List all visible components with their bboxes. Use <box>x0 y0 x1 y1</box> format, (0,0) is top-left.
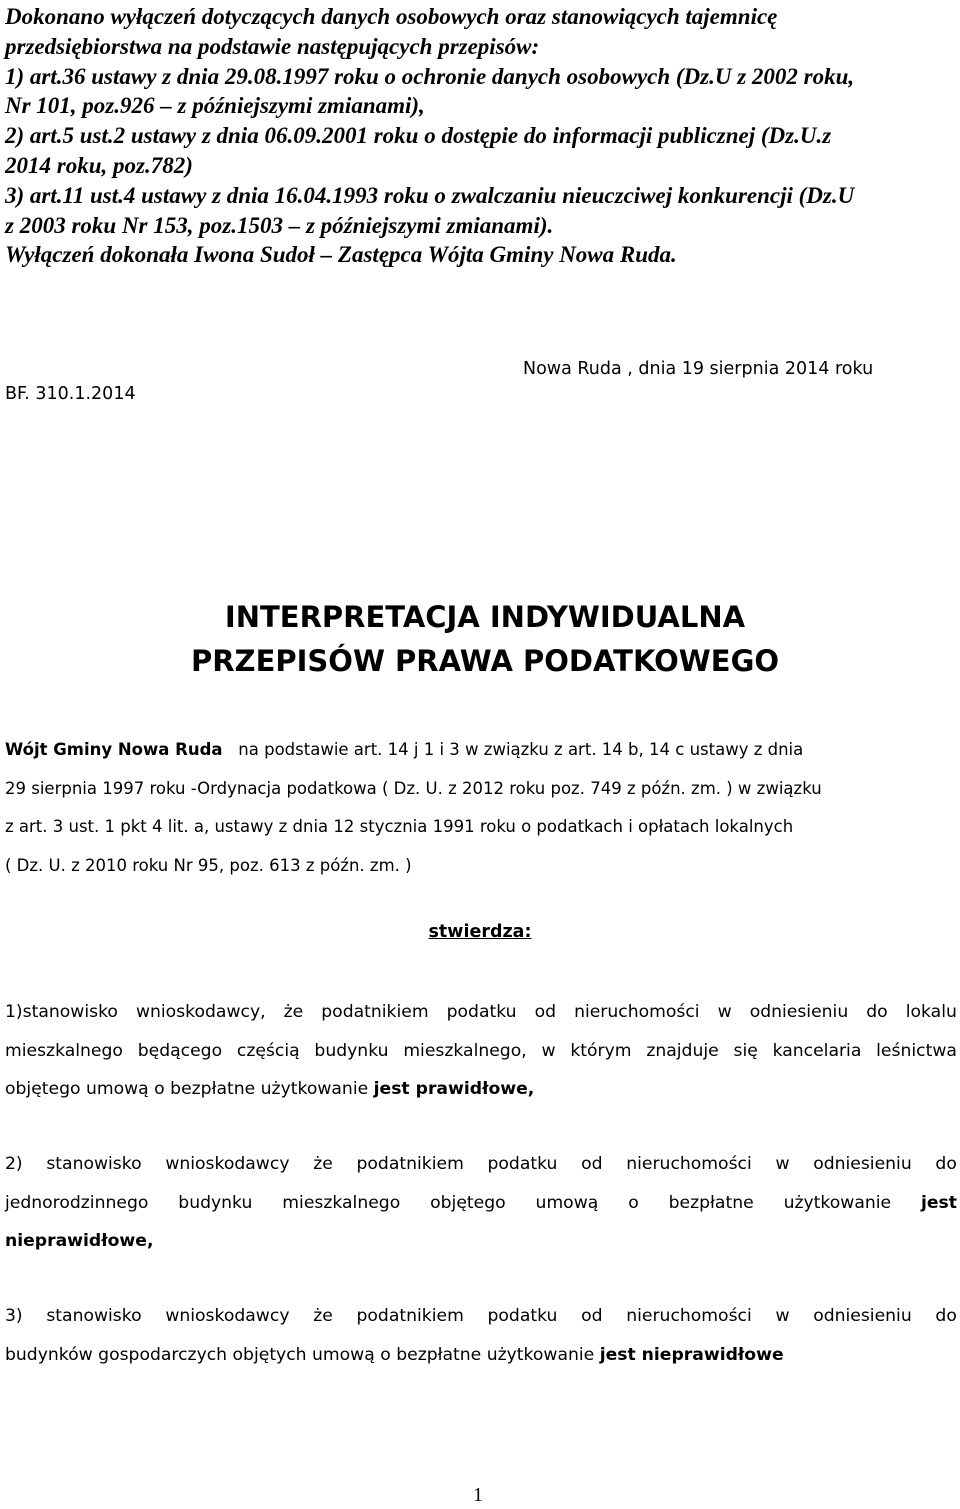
legal-line-4: ( Dz. U. z 2010 roku Nr 95, poz. 613 z późn. zm. ) <box>5 856 412 876</box>
point-3-line-2 <box>5 1336 957 1375</box>
point-1 <box>5 993 957 1109</box>
word: do <box>935 1306 957 1326</box>
word: 1)stanowisko <box>5 1002 118 1022</box>
word: w <box>775 1306 790 1326</box>
word: wnioskodawcy <box>165 1306 290 1326</box>
notice-line: 1) art.36 ustawy z dnia 29.08.1997 roku o ochronie danych osobowych (Dz.U z 2002 roku, <box>5 63 855 89</box>
word: o <box>628 1192 639 1213</box>
word: w <box>541 1040 556 1061</box>
word: odniesieniu <box>749 1002 849 1022</box>
word: objętego <box>430 1192 506 1213</box>
notice-line: Dokonano wyłączeń dotyczących danych osobowych oraz stanowiących tajemnicę <box>5 4 778 29</box>
word: kancelaria <box>772 1040 862 1061</box>
word: że <box>283 1002 304 1022</box>
point-2-jest: jest <box>921 1192 957 1213</box>
notice-line: Wyłączeń dokonała Iwona Sudoł – Zastępca Wójta Gminy Nowa Ruda. <box>5 242 677 268</box>
notice-line: 3) art.11 ust.4 ustawy z dnia 16.04.1993 roku o zwalczaniu nieuczciwej konkurencji (Dz.U <box>5 182 855 208</box>
legal-line-1-text: na podstawie art. 14 j 1 i 3 w związku z art. 14 b, 14 c ustawy z dnia <box>238 740 804 759</box>
word: stanowisko <box>46 1154 142 1174</box>
word: że <box>313 1306 333 1326</box>
word: podatnikiem <box>356 1306 464 1326</box>
notice-line: Nr 101, poz.926 – z późniejszymi zmianami), <box>5 93 425 119</box>
word: od <box>534 1002 557 1022</box>
word: którym <box>570 1040 632 1061</box>
word: bezpłatne <box>668 1192 754 1213</box>
word: do <box>935 1154 957 1174</box>
point-2-line-1 <box>5 1145 957 1184</box>
word: że <box>313 1154 333 1174</box>
word: wnioskodawcy <box>165 1154 290 1174</box>
word: się <box>733 1040 758 1061</box>
point-2-verdict: nieprawidłowe, <box>5 1231 154 1251</box>
word: użytkowanie <box>783 1192 892 1213</box>
word: podatku <box>446 1002 517 1022</box>
word: umową <box>535 1192 599 1213</box>
word: do <box>866 1002 888 1022</box>
point-1-line-3 <box>5 1070 957 1109</box>
word: mieszkalnego <box>282 1192 401 1213</box>
notice-line: 2) art.5 ust.2 ustawy z dnia 06.09.2001 roku o dostępie do informacji publicznej (Dz.U.z <box>5 123 832 149</box>
word: podatku <box>487 1306 558 1326</box>
legal-line-3: z art. 3 ust. 1 pkt 4 lit. a, ustawy z dnia 12 stycznia 1991 roku o podatkach i opłatach lokalnych <box>5 817 794 837</box>
point-3-verdict: jest nieprawidłowe <box>599 1344 784 1365</box>
word: od <box>581 1154 603 1174</box>
legal-basis <box>5 731 953 886</box>
authority-name: Wójt Gminy Nowa Ruda <box>5 740 223 759</box>
notice-line: z 2003 roku Nr 153, poz.1503 – z późniejszymi zmianami). <box>5 212 554 238</box>
word: lokalu <box>905 1002 957 1022</box>
point-1-line-2 <box>5 1032 957 1071</box>
word: budynku <box>314 1040 389 1061</box>
word: stanowisko <box>46 1306 142 1326</box>
word: częścią <box>236 1040 300 1061</box>
word: znajduje <box>646 1040 719 1061</box>
word: w <box>717 1002 732 1022</box>
word: podatku <box>487 1154 558 1174</box>
word: odniesieniu <box>813 1306 912 1326</box>
point-3-text: budynków gospodarczych objętych umową o bezpłatne użytkowanie <box>5 1344 600 1365</box>
word: nieruchomości <box>626 1306 752 1326</box>
word: będącego <box>137 1040 223 1061</box>
point-2 <box>5 1145 957 1261</box>
word: mieszkalnego, <box>403 1040 527 1061</box>
reference-number: BF. 310.1.2014 <box>5 384 136 404</box>
redaction-notice <box>5 2 950 270</box>
point-2-line-3 <box>5 1222 957 1261</box>
point-3 <box>5 1297 957 1374</box>
word: w <box>775 1154 790 1174</box>
decision-heading: stwierdza: <box>428 922 532 942</box>
document-title <box>0 595 960 683</box>
word: jednorodzinnego <box>5 1192 149 1213</box>
word: odniesieniu <box>813 1154 912 1174</box>
word: wnioskodawcy, <box>135 1002 266 1022</box>
point-1-verdict: jest prawidłowe, <box>373 1079 535 1099</box>
place-date: Nowa Ruda , dnia 19 sierpnia 2014 roku <box>523 359 874 379</box>
word: budynku <box>178 1192 253 1213</box>
notice-line: przedsiębiorstwa na podstawie następujących przepisów: <box>5 33 540 59</box>
notice-line: 2014 roku, poz.782) <box>5 152 193 178</box>
word: 2) <box>5 1154 23 1174</box>
point-1-text: objętego umową o bezpłatne użytkowanie <box>5 1079 374 1099</box>
word: nieruchomości <box>574 1002 700 1022</box>
title-line-2: PRZEPISÓW PRAWA PODATKOWEGO <box>190 644 780 678</box>
page-number: 1 <box>473 1484 483 1506</box>
word: podatnikiem <box>321 1002 429 1022</box>
point-2-line-2 <box>5 1184 957 1223</box>
word: mieszkalnego <box>5 1040 123 1061</box>
word: od <box>581 1306 603 1326</box>
point-3-line-1 <box>5 1297 957 1336</box>
word: podatnikiem <box>356 1154 464 1174</box>
title-line-1: INTERPRETACJA INDYWIDUALNA <box>224 600 746 634</box>
word: nieruchomości <box>626 1154 752 1174</box>
point-1-line-1 <box>5 993 957 1032</box>
legal-line-1 <box>5 731 953 770</box>
legal-line-2: 29 sierpnia 1997 roku -Ordynacja podatkowa ( Dz. U. z 2012 roku poz. 749 z późn. zm. ) w związku <box>5 778 822 798</box>
word: leśnictwa <box>876 1040 957 1061</box>
word: 3) <box>5 1306 23 1326</box>
